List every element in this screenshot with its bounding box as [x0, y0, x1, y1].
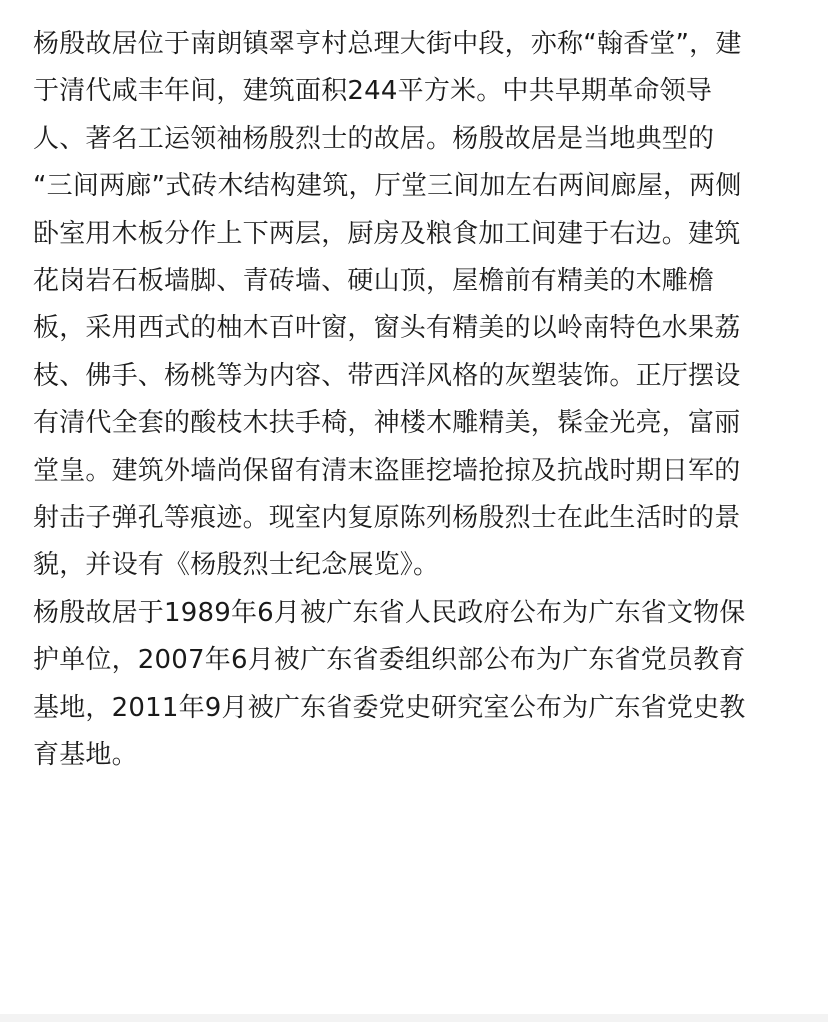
text-line: 有清代全套的酸枝木扶手椅，神楼木雕精美，髹金光亮，富丽: [33, 408, 741, 439]
text-line: 于清代咸丰年间，建筑面积244平方米。中共早期革命领导: [33, 76, 713, 107]
text-line: 杨殷故居位于南朗镇翠亨村总理大街中段，亦称“翰香堂”，建: [33, 29, 742, 59]
text-line: 貌，并设有《杨殷烈士纪念展览》。: [33, 550, 440, 581]
paragraph-history: [33, 21, 795, 590]
text-line: 射击子弹孔等痕迹。现室内复原陈列杨殷烈士在此生活时的景: [33, 503, 741, 534]
text-line: 卧室用木板分作上下两层，厨房及粮食加工间建于右边。建筑: [33, 218, 741, 249]
text-line: 堂皇。建筑外墙尚保留有清末盗匪挖墙抢掠及抗战时期日军的: [33, 455, 741, 486]
bottom-divider: [0, 1014, 828, 1022]
text-line: 板，采用西式的柚木百叶窗，窗头有精美的以岭南特色水果荔: [33, 313, 741, 344]
text-line: 人、著名工运领袖杨殷烈士的故居。杨殷故居是当地典型的: [33, 123, 715, 154]
text-line: 杨殷故居于1989年6月被广东省人民政府公布为广东省文物保: [33, 597, 746, 628]
text-line: 基地，2011年9月被广东省委党史研究室公布为广东省党史教: [33, 692, 746, 723]
article-body: [33, 21, 795, 780]
paragraph-designations: [33, 590, 795, 780]
text-line: 枝、佛手、杨桃等为内容、带西洋风格的灰塑装饰。正厅摆设: [33, 360, 741, 391]
text-line: 花岗岩石板墙脚、青砖墙、硬山顶，屋檐前有精美的木雕檐: [33, 266, 715, 297]
text-line: 育基地。: [33, 740, 138, 771]
text-line: “三间两廊”式砖木结构建筑，厅堂三间加左右两间廊屋，两侧: [33, 171, 742, 202]
text-line: 护单位，2007年6月被广东省委组织部公布为广东省党员教育: [33, 645, 746, 676]
